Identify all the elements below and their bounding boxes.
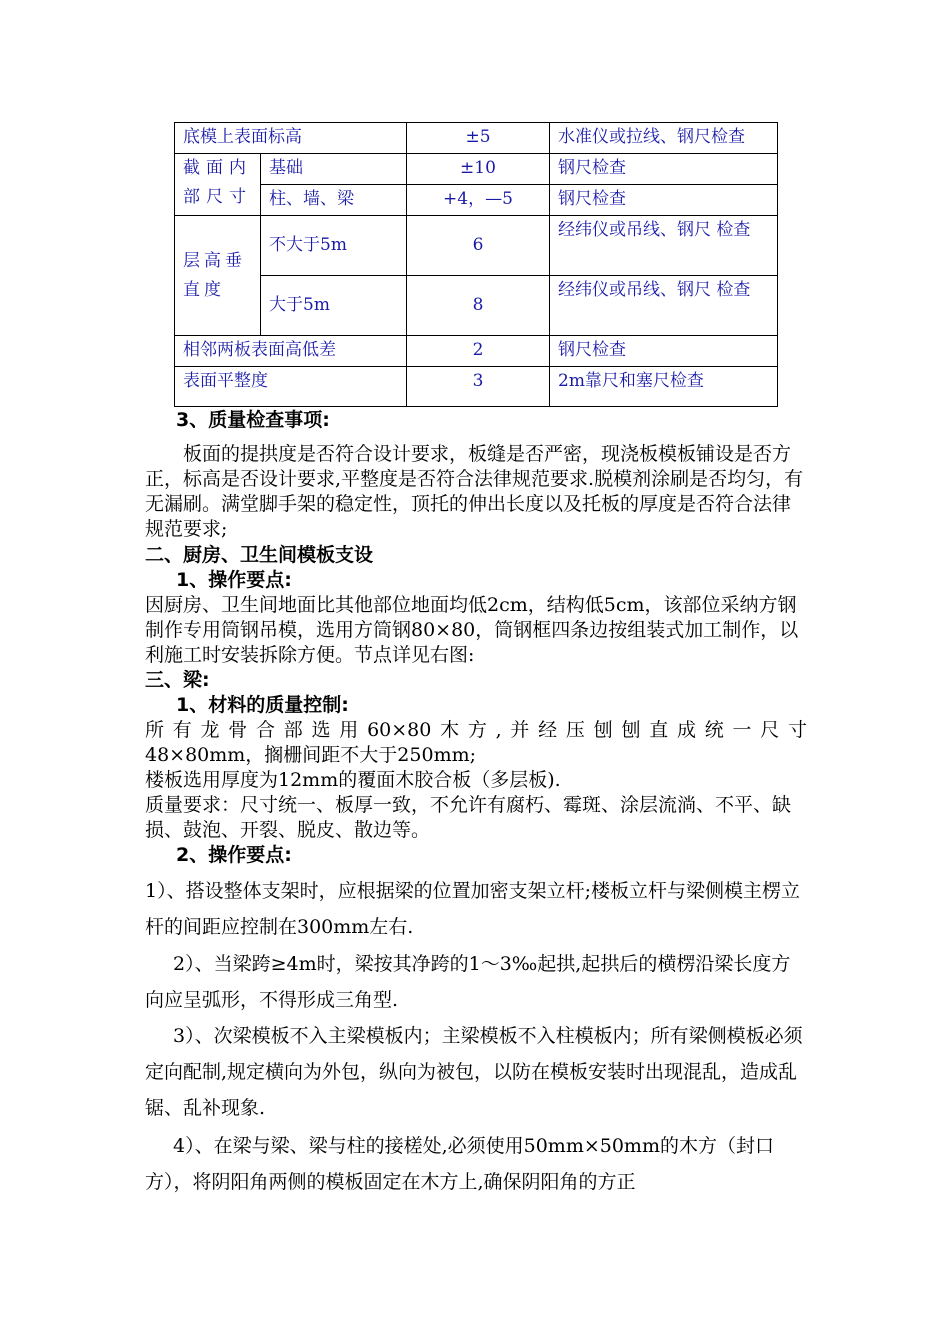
section-heading: 3、质量检查事项:: [176, 409, 330, 431]
table-cell: ±10: [407, 154, 550, 185]
table-cell: 钢尺检查: [550, 336, 778, 367]
table-cell: 钢尺检查: [550, 185, 778, 216]
table-cell: 钢尺检查: [550, 154, 778, 185]
table-cell: 3: [407, 367, 550, 407]
table-cell: 不大于5m: [261, 216, 407, 276]
paragraph-line: 楼板选用厚度为12mm的覆面木胶合板（多层板).: [145, 769, 561, 791]
paragraph: 因厨房、卫生间地面比其他部位地面均低2cm，结构低5cm，该部位采纳方钢制作专用筒钢吊模，选用方筒钢80×80，筒钢框四条边按组装式加工制作，以利施工时安装拆除方便。节点详见右图:: [145, 594, 799, 666]
table-cell: 8: [407, 276, 550, 336]
table-cell: 底模上表面标高: [175, 123, 407, 154]
table-group-cell: 层高垂直度: [175, 216, 261, 336]
paragraph: 4）、在梁与梁、梁与柱的接槎处,必须使用50mm×50mm的木方（封口方），将阴阳角两侧的模板固定在木方上,确保阴阳角的方正: [145, 1135, 774, 1193]
table-cell: +4，—5: [407, 185, 550, 216]
table-cell: 经纬仪或吊线、钢尺 检查: [550, 216, 778, 276]
subsection-heading: 2、操作要点:: [176, 844, 292, 866]
tolerance-table: [174, 122, 778, 407]
table-group-cell: 截面内部尺寸: [175, 154, 261, 216]
table-cell: ±5: [407, 123, 550, 154]
table-cell: 大于5m: [261, 276, 407, 336]
section-heading: 三、梁:: [145, 669, 210, 691]
table-cell: 表面平整度: [175, 367, 407, 407]
table-cell: 相邻两板表面高低差: [175, 336, 407, 367]
table-cell: 基础: [261, 154, 407, 185]
paragraph-line: 所有龙骨合部选用60×80木方,并经压刨刨直成统一尺寸: [145, 719, 807, 741]
table-cell: 6: [407, 216, 550, 276]
paragraph: 质量要求：尺寸统一、板厚一致，不允许有腐朽、霉斑、涂层流淌、不平、缺损、鼓泡、开裂、脱皮、散边等。: [145, 794, 792, 841]
paragraph-line: 48×80mm，搁栅间距不大于250mm;: [145, 744, 477, 766]
table-cell: 2m靠尺和塞尺检查: [550, 367, 778, 407]
table-cell: 经纬仪或吊线、钢尺 检查: [550, 276, 778, 336]
subsection-heading: 1、材料的质量控制:: [176, 694, 349, 716]
table-cell: 2: [407, 336, 550, 367]
paragraph: 1）、搭设整体支架时，应根据梁的位置加密支架立杆;楼板立杆与梁侧模主楞立杆的间距应控制在300mm左右.: [145, 880, 800, 938]
table-cell: 水准仪或拉线、钢尺检查: [550, 123, 778, 154]
table-cell: 柱、墙、梁: [261, 185, 407, 216]
paragraph: 2）、当梁跨≥4m时，梁按其净跨的1～3‰起拱,起拱后的横楞沿梁长度方向应呈弧形，不得形成三角型.: [145, 953, 791, 1011]
subsection-heading: 1、操作要点:: [176, 569, 292, 591]
paragraph: 板面的提拱度是否符合设计要求，板缝是否严密，现浇板模板铺设是否方正，标高是否设计要求,平整度是否符合法律规范要求.脱模剂涂刷是否均匀，有无漏刷。满堂脚手架的稳定性，顶托的伸出长度以及托板的厚度是否符合法律规范要求;: [145, 443, 804, 540]
paragraph: 3）、次梁模板不入主梁模板内；主梁模板不入柱模板内；所有梁侧模板必须定向配制,规定横向为外包，纵向为被包，以防在模板安装时出现混乱，造成乱锯、乱补现象.: [145, 1025, 803, 1119]
section-heading: 二、厨房、卫生间模板支设: [145, 544, 374, 566]
